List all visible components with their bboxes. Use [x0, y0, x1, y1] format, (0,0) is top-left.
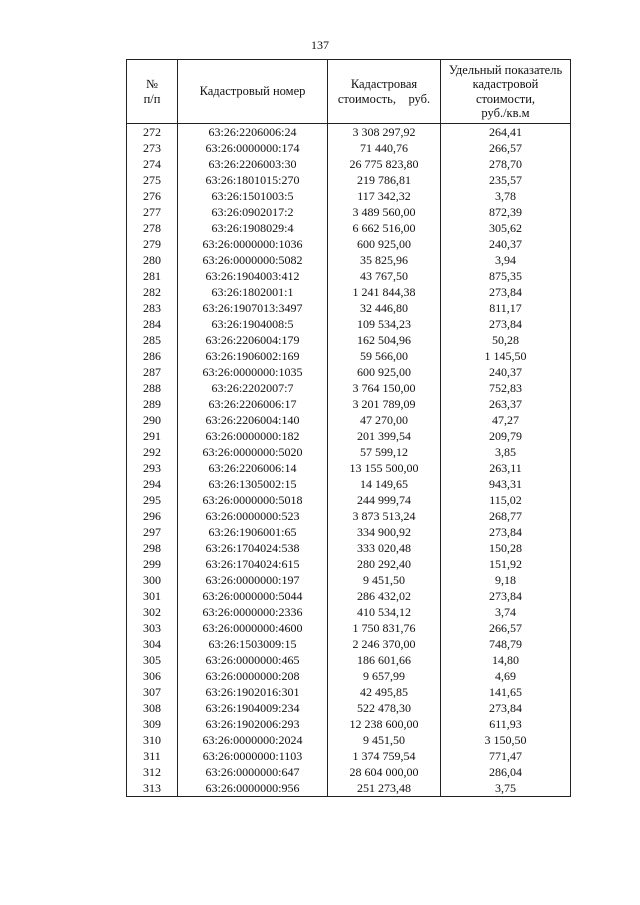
table-row: [127, 220, 571, 236]
cell-cadastral-number: 63:26:1501003:5: [178, 188, 328, 204]
cell-cadastral-number: 63:26:0000000:2336: [178, 604, 328, 620]
cell-cadastral-number: 63:26:0000000:5020: [178, 444, 328, 460]
table-row: [127, 652, 571, 668]
cell-cadastral-number: 63:26:0000000:465: [178, 652, 328, 668]
cell-specific-rate: 115,02: [441, 492, 571, 508]
cell-cadastral-value: 57 599,12: [328, 444, 441, 460]
cell-specific-rate: 263,37: [441, 396, 571, 412]
cell-row-number: 293: [127, 460, 178, 476]
cell-cadastral-number: 63:26:0000000:956: [178, 780, 328, 797]
cell-cadastral-value: 109 534,23: [328, 316, 441, 332]
cell-cadastral-number: 63:26:1503009:15: [178, 636, 328, 652]
cell-cadastral-number: 63:26:0000000:647: [178, 764, 328, 780]
cell-row-number: 304: [127, 636, 178, 652]
cell-specific-rate: 3,94: [441, 252, 571, 268]
header-rate-line4: руб./кв.м: [481, 106, 530, 120]
table-row: [127, 620, 571, 636]
header-rate-line3: стоимости,: [475, 91, 536, 106]
cell-specific-rate: 305,62: [441, 220, 571, 236]
header-cadastral-number: [178, 60, 328, 124]
cell-cadastral-number: 63:26:0902017:2: [178, 204, 328, 220]
cell-cadastral-value: 280 292,40: [328, 556, 441, 572]
cell-cadastral-value: 6 662 516,00: [328, 220, 441, 236]
cell-row-number: 303: [127, 620, 178, 636]
cell-row-number: 284: [127, 316, 178, 332]
cell-row-number: 275: [127, 172, 178, 188]
cell-cadastral-value: 28 604 000,00: [328, 764, 441, 780]
cell-cadastral-number: 63:26:2206006:14: [178, 460, 328, 476]
cell-specific-rate: 3,78: [441, 188, 571, 204]
table-row: [127, 412, 571, 428]
cell-row-number: 288: [127, 380, 178, 396]
cell-cadastral-number: 63:26:1704024:538: [178, 540, 328, 556]
table-row: [127, 204, 571, 220]
cell-cadastral-value: 1 750 831,76: [328, 620, 441, 636]
table-row: [127, 604, 571, 620]
cell-cadastral-value: 286 432,02: [328, 588, 441, 604]
cell-cadastral-number: 63:26:0000000:5044: [178, 588, 328, 604]
cell-specific-rate: 3,85: [441, 444, 571, 460]
table-row: [127, 492, 571, 508]
cell-cadastral-value: 251 273,48: [328, 780, 441, 797]
cell-row-number: 312: [127, 764, 178, 780]
cell-row-number: 305: [127, 652, 178, 668]
cell-specific-rate: 273,84: [441, 284, 571, 300]
header-num-line2: п/п: [143, 91, 161, 106]
cell-specific-rate: 286,04: [441, 764, 571, 780]
table-row: [127, 348, 571, 364]
cell-specific-rate: 141,65: [441, 684, 571, 700]
cell-cadastral-value: 43 767,50: [328, 268, 441, 284]
table-row: [127, 476, 571, 492]
cell-cadastral-value: 9 451,50: [328, 732, 441, 748]
cell-cadastral-number: 63:26:2206006:17: [178, 396, 328, 412]
cell-row-number: 289: [127, 396, 178, 412]
cell-cadastral-number: 63:26:1704024:615: [178, 556, 328, 572]
cell-specific-rate: 151,92: [441, 556, 571, 572]
cell-row-number: 294: [127, 476, 178, 492]
cell-specific-rate: 3,75: [441, 780, 571, 797]
table-row: [127, 572, 571, 588]
cell-cadastral-number: 63:26:0000000:523: [178, 508, 328, 524]
cadastral-value-table: [126, 59, 571, 797]
cell-cadastral-value: 162 504,96: [328, 332, 441, 348]
cell-specific-rate: 50,28: [441, 332, 571, 348]
cell-cadastral-value: 9 657,99: [328, 668, 441, 684]
cell-cadastral-value: 186 601,66: [328, 652, 441, 668]
cell-cadastral-number: 63:26:0000000:182: [178, 428, 328, 444]
cell-specific-rate: 4,69: [441, 668, 571, 684]
page-number: 137: [311, 38, 329, 52]
cell-specific-rate: 9,18: [441, 572, 571, 588]
cell-row-number: 277: [127, 204, 178, 220]
cell-cadastral-number: 63:26:1906001:65: [178, 524, 328, 540]
cell-row-number: 301: [127, 588, 178, 604]
cell-cadastral-number: 63:26:0000000:208: [178, 668, 328, 684]
cell-row-number: 281: [127, 268, 178, 284]
cell-row-number: 300: [127, 572, 178, 588]
cell-row-number: 274: [127, 156, 178, 172]
cell-specific-rate: 3 150,50: [441, 732, 571, 748]
cell-cadastral-value: 26 775 823,80: [328, 156, 441, 172]
cell-cadastral-value: 42 495,85: [328, 684, 441, 700]
table-row: [127, 588, 571, 604]
cell-cadastral-value: 2 246 370,00: [328, 636, 441, 652]
cell-specific-rate: 611,93: [441, 716, 571, 732]
header-cadastral-value: [328, 60, 441, 124]
cell-row-number: 283: [127, 300, 178, 316]
cell-cadastral-value: 1 241 844,38: [328, 284, 441, 300]
cell-row-number: 290: [127, 412, 178, 428]
cell-cadastral-number: 63:26:1908029:4: [178, 220, 328, 236]
cell-cadastral-value: 219 786,81: [328, 172, 441, 188]
cell-specific-rate: 872,39: [441, 204, 571, 220]
cell-cadastral-value: 3 764 150,00: [328, 380, 441, 396]
cell-row-number: 308: [127, 700, 178, 716]
cell-cadastral-number: 63:26:1902016:301: [178, 684, 328, 700]
table-row: [127, 716, 571, 732]
table-row: [127, 380, 571, 396]
table-row: [127, 140, 571, 156]
cell-cadastral-number: 63:26:0000000:197: [178, 572, 328, 588]
cell-row-number: 302: [127, 604, 178, 620]
cell-specific-rate: 943,31: [441, 476, 571, 492]
cell-cadastral-number: 63:26:0000000:1035: [178, 364, 328, 380]
table-row: [127, 332, 571, 348]
cell-specific-rate: 752,83: [441, 380, 571, 396]
cell-cadastral-value: 47 270,00: [328, 412, 441, 428]
cell-cadastral-value: 12 238 600,00: [328, 716, 441, 732]
cell-cadastral-value: 35 825,96: [328, 252, 441, 268]
header-specific-rate: [441, 60, 571, 124]
table-row: [127, 684, 571, 700]
cell-cadastral-value: 14 149,65: [328, 476, 441, 492]
cell-cadastral-number: 63:26:0000000:5018: [178, 492, 328, 508]
cell-specific-rate: 240,37: [441, 364, 571, 380]
table-row: [127, 748, 571, 764]
table-row: [127, 540, 571, 556]
table-row: [127, 188, 571, 204]
cell-cadastral-number: 63:26:1305002:15: [178, 476, 328, 492]
cell-row-number: 285: [127, 332, 178, 348]
header-rate-line1: Удельный показатель: [448, 62, 563, 77]
cell-specific-rate: 209,79: [441, 428, 571, 444]
table-row: [127, 236, 571, 252]
cell-specific-rate: 150,28: [441, 540, 571, 556]
table-row: [127, 508, 571, 524]
table-row: [127, 252, 571, 268]
cell-specific-rate: 268,77: [441, 508, 571, 524]
header-rate-line2: кадастровой: [472, 77, 539, 91]
table-row: [127, 428, 571, 444]
cell-cadastral-value: 333 020,48: [328, 540, 441, 556]
header-value-line1: Кадастровая: [350, 77, 418, 91]
cell-specific-rate: 1 145,50: [441, 348, 571, 364]
cell-specific-rate: 748,79: [441, 636, 571, 652]
cell-cadastral-value: 201 399,54: [328, 428, 441, 444]
cell-cadastral-number: 63:26:0000000:5082: [178, 252, 328, 268]
cell-row-number: 280: [127, 252, 178, 268]
cell-specific-rate: 875,35: [441, 268, 571, 284]
cell-specific-rate: 263,11: [441, 460, 571, 476]
cell-cadastral-value: 600 925,00: [328, 236, 441, 252]
table-row: [127, 364, 571, 380]
cell-cadastral-number: 63:26:1904009:234: [178, 700, 328, 716]
cell-cadastral-value: 9 451,50: [328, 572, 441, 588]
table-row: [127, 284, 571, 300]
cell-cadastral-number: 63:26:1907013:3497: [178, 300, 328, 316]
cell-cadastral-value: 32 446,80: [328, 300, 441, 316]
cell-cadastral-number: 63:26:0000000:2024: [178, 732, 328, 748]
table-row: [127, 460, 571, 476]
cell-specific-rate: 273,84: [441, 588, 571, 604]
table-header-row: [127, 60, 571, 124]
cell-cadastral-value: 244 999,74: [328, 492, 441, 508]
cell-cadastral-number: 63:26:2206003:30: [178, 156, 328, 172]
cell-cadastral-number: 63:26:1904003:412: [178, 268, 328, 284]
cell-cadastral-value: 3 201 789,09: [328, 396, 441, 412]
cell-cadastral-value: 3 489 560,00: [328, 204, 441, 220]
cell-specific-rate: 273,84: [441, 316, 571, 332]
cell-specific-rate: 266,57: [441, 620, 571, 636]
table-row: [127, 156, 571, 172]
cell-row-number: 292: [127, 444, 178, 460]
cell-cadastral-value: 3 873 513,24: [328, 508, 441, 524]
cell-specific-rate: 266,57: [441, 140, 571, 156]
cell-cadastral-number: 63:26:0000000:4600: [178, 620, 328, 636]
table-row: [127, 396, 571, 412]
table-row: [127, 700, 571, 716]
cell-row-number: 272: [127, 124, 178, 141]
table-row: [127, 268, 571, 284]
cell-row-number: 307: [127, 684, 178, 700]
cell-specific-rate: 3,74: [441, 604, 571, 620]
cell-cadastral-number: 63:26:1906002:169: [178, 348, 328, 364]
cell-cadastral-value: 1 374 759,54: [328, 748, 441, 764]
table-row: [127, 444, 571, 460]
cell-cadastral-number: 63:26:2206004:140: [178, 412, 328, 428]
cell-cadastral-value: 59 566,00: [328, 348, 441, 364]
cell-specific-rate: 240,37: [441, 236, 571, 252]
cell-cadastral-value: 334 900,92: [328, 524, 441, 540]
cell-row-number: 299: [127, 556, 178, 572]
cell-specific-rate: 264,41: [441, 124, 571, 141]
cell-specific-rate: 14,80: [441, 652, 571, 668]
table-row: [127, 124, 571, 141]
cell-row-number: 276: [127, 188, 178, 204]
cell-cadastral-value: 117 342,32: [328, 188, 441, 204]
cell-specific-rate: 47,27: [441, 412, 571, 428]
cell-row-number: 313: [127, 780, 178, 797]
cell-cadastral-number: 63:26:1904008:5: [178, 316, 328, 332]
cell-specific-rate: 771,47: [441, 748, 571, 764]
cell-row-number: 286: [127, 348, 178, 364]
table-body: [127, 124, 571, 797]
cell-cadastral-number: 63:26:0000000:1036: [178, 236, 328, 252]
cell-cadastral-number: 63:26:2206006:24: [178, 124, 328, 141]
cell-cadastral-value: 3 308 297,92: [328, 124, 441, 141]
table-row: [127, 316, 571, 332]
table-row: [127, 556, 571, 572]
cell-specific-rate: 811,17: [441, 300, 571, 316]
cell-row-number: 278: [127, 220, 178, 236]
cell-cadastral-number: 63:26:0000000:1103: [178, 748, 328, 764]
cell-cadastral-value: 600 925,00: [328, 364, 441, 380]
table-row: [127, 172, 571, 188]
cell-cadastral-value: 522 478,30: [328, 700, 441, 716]
table-row: [127, 300, 571, 316]
cell-cadastral-number: 63:26:1902006:293: [178, 716, 328, 732]
cell-row-number: 306: [127, 668, 178, 684]
table-row: [127, 524, 571, 540]
cell-specific-rate: 235,57: [441, 172, 571, 188]
header-num-line1: №: [146, 77, 158, 91]
header-value-line2: стоимость, руб.: [337, 91, 431, 106]
table-row: [127, 732, 571, 748]
cell-row-number: 310: [127, 732, 178, 748]
cell-row-number: 311: [127, 748, 178, 764]
table-row: [127, 668, 571, 684]
cell-row-number: 282: [127, 284, 178, 300]
cell-specific-rate: 273,84: [441, 700, 571, 716]
cell-cadastral-value: 13 155 500,00: [328, 460, 441, 476]
cell-cadastral-number: 63:26:0000000:174: [178, 140, 328, 156]
cell-cadastral-number: 63:26:2202007:7: [178, 380, 328, 396]
cell-cadastral-value: 71 440,76: [328, 140, 441, 156]
cell-row-number: 287: [127, 364, 178, 380]
cell-row-number: 273: [127, 140, 178, 156]
table-row: [127, 780, 571, 797]
table-row: [127, 636, 571, 652]
header-cadastral-number-text: Кадастровый номер: [199, 84, 306, 99]
table-row: [127, 764, 571, 780]
cell-cadastral-value: 410 534,12: [328, 604, 441, 620]
cell-row-number: 295: [127, 492, 178, 508]
cell-specific-rate: 278,70: [441, 156, 571, 172]
cell-row-number: 279: [127, 236, 178, 252]
cell-row-number: 298: [127, 540, 178, 556]
header-row-number: [127, 60, 178, 124]
cell-cadastral-number: 63:26:2206004:179: [178, 332, 328, 348]
cell-cadastral-number: 63:26:1801015:270: [178, 172, 328, 188]
cell-row-number: 309: [127, 716, 178, 732]
cell-row-number: 296: [127, 508, 178, 524]
cell-specific-rate: 273,84: [441, 524, 571, 540]
cell-cadastral-number: 63:26:1802001:1: [178, 284, 328, 300]
cell-row-number: 297: [127, 524, 178, 540]
cell-row-number: 291: [127, 428, 178, 444]
